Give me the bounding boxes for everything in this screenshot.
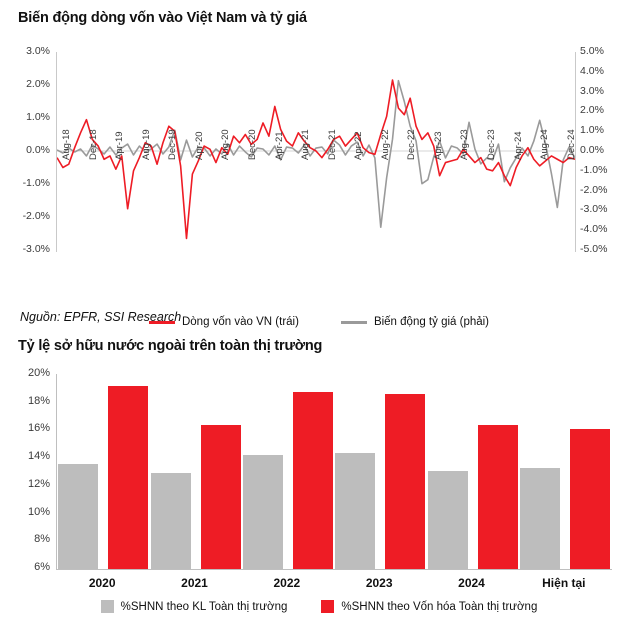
chart1-right-tick: 3.0% xyxy=(580,84,604,97)
chart1-left-tick: -3.0% xyxy=(22,243,50,255)
chart2-category-label: 2021 xyxy=(181,576,208,590)
chart2-y-tick: 10% xyxy=(27,505,50,518)
chart1-left-tick: 0.0% xyxy=(26,144,50,156)
chart1-x-tick: Apr-23 xyxy=(432,131,444,160)
legend-label: %SHNN theo Vốn hóa Toàn thị trường xyxy=(341,600,538,613)
chart1-right-tick: 5.0% xyxy=(580,45,604,57)
chart1-x-tick: Apr-20 xyxy=(193,131,205,160)
legend-item-exchange-rate xyxy=(341,316,489,328)
chart1-right-tick: 4.0% xyxy=(580,64,604,77)
chart2-category-label: 2023 xyxy=(365,576,393,590)
chart1-x-tick: Dec-18 xyxy=(87,129,99,160)
bar-volume xyxy=(243,455,283,569)
chart1-x-tick: Apr-22 xyxy=(353,131,365,160)
bar-volume xyxy=(151,473,191,569)
chart2-y-tick: 12% xyxy=(27,477,50,490)
chart2-category-label: 2024 xyxy=(458,576,485,590)
chart1-x-tick: Apr-19 xyxy=(114,131,126,160)
bar-marketcap xyxy=(201,425,241,569)
bar-volume xyxy=(58,464,98,569)
chart1-right-tick: -3.0% xyxy=(580,203,608,216)
chart1-x-tick: Dec-19 xyxy=(167,129,179,160)
chart1-plot-area xyxy=(56,52,576,252)
chart1-x-tick: Aug-22 xyxy=(379,129,391,160)
bar-volume xyxy=(520,468,560,569)
chart1-right-tick: -5.0% xyxy=(580,243,608,255)
chart1-x-tick: Dec-21 xyxy=(326,129,338,160)
bar-volume xyxy=(428,471,468,569)
chart1-right-tick: -1.0% xyxy=(580,163,608,176)
capital-flow-line xyxy=(57,80,575,238)
bar-marketcap xyxy=(108,386,148,569)
chart1-right-tick: 2.0% xyxy=(580,104,604,117)
chart1-left-tick: -1.0% xyxy=(22,177,50,189)
chart1-x-tick: Aug-20 xyxy=(220,129,232,160)
bar-marketcap xyxy=(478,425,518,569)
chart2-y-tick: 20% xyxy=(27,367,50,379)
chart2-y-tick: 18% xyxy=(27,394,50,407)
chart1-left-tick: 3.0% xyxy=(26,45,50,57)
legend-item-shnn-marketcap xyxy=(321,600,537,613)
chart1-right-tick: -2.0% xyxy=(580,183,608,196)
bar-marketcap xyxy=(385,394,425,569)
bar-volume xyxy=(335,453,375,569)
legend-line-icon xyxy=(341,321,367,324)
chart2-legend xyxy=(0,600,638,613)
chart1-x-tick: Apr-24 xyxy=(512,131,524,160)
chart2-y-tick: 16% xyxy=(27,422,50,435)
exchange-rate-line xyxy=(57,81,575,228)
chart1-left-tick: 1.0% xyxy=(26,111,50,123)
legend-swatch-icon xyxy=(321,600,334,613)
chart1-right-tick: -4.0% xyxy=(580,223,608,236)
source-note: Nguồn: EPFR, SSI Research xyxy=(20,310,182,324)
chart1-left-tick: 2.0% xyxy=(26,78,50,90)
legend-swatch-icon xyxy=(101,600,114,613)
bar-marketcap xyxy=(293,392,333,569)
chart2-category-label: 2020 xyxy=(88,576,116,590)
chart1-x-tick: Dec-23 xyxy=(486,129,498,160)
legend-label: %SHNN theo KL Toàn thị trường xyxy=(120,600,288,613)
chart1-x-tick: Dec-22 xyxy=(406,129,418,160)
chart1-x-tick: Aug-18 xyxy=(61,129,72,160)
chart1-right-tick: 1.0% xyxy=(580,124,604,137)
chart1-x-tick: Aug-24 xyxy=(539,129,551,160)
chart1-x-tick: Aug-23 xyxy=(459,129,471,160)
chart2-y-tick: 14% xyxy=(27,450,50,463)
legend-label: Biến động tỷ giá (phải) xyxy=(373,316,490,328)
chart2-title: Tỷ lệ sở hữu nước ngoài trên toàn thị trường xyxy=(18,338,323,354)
bar-marketcap xyxy=(570,429,610,569)
chart2-y-tick: 6% xyxy=(34,561,50,573)
chart1-x-tick: Aug-21 xyxy=(300,129,312,160)
chart1-x-tick: Dec-20 xyxy=(246,129,258,160)
legend-label: Dòng vốn vào VN (trái) xyxy=(181,316,299,328)
legend-item-shnn-volume xyxy=(101,600,288,613)
chart1-right-tick: 0.0% xyxy=(580,144,604,156)
chart2-y-tick: 8% xyxy=(34,533,50,546)
chart1-x-tick: Aug-19 xyxy=(140,129,152,160)
chart1-x-tick: Dec-24 xyxy=(565,129,577,160)
chart1-svg xyxy=(57,52,575,250)
chart1-title: Biến động dòng vốn vào Việt Nam và tỷ giá xyxy=(18,10,307,26)
chart1-x-tick: Apr-21 xyxy=(273,131,285,160)
foreign-ownership-chart xyxy=(0,362,638,622)
chart2-category-label: 2022 xyxy=(273,576,301,590)
chart2-plot-area xyxy=(56,374,612,570)
chart1-left-tick: -2.0% xyxy=(22,210,50,222)
chart2-category-label: Hiện tại xyxy=(542,576,586,590)
